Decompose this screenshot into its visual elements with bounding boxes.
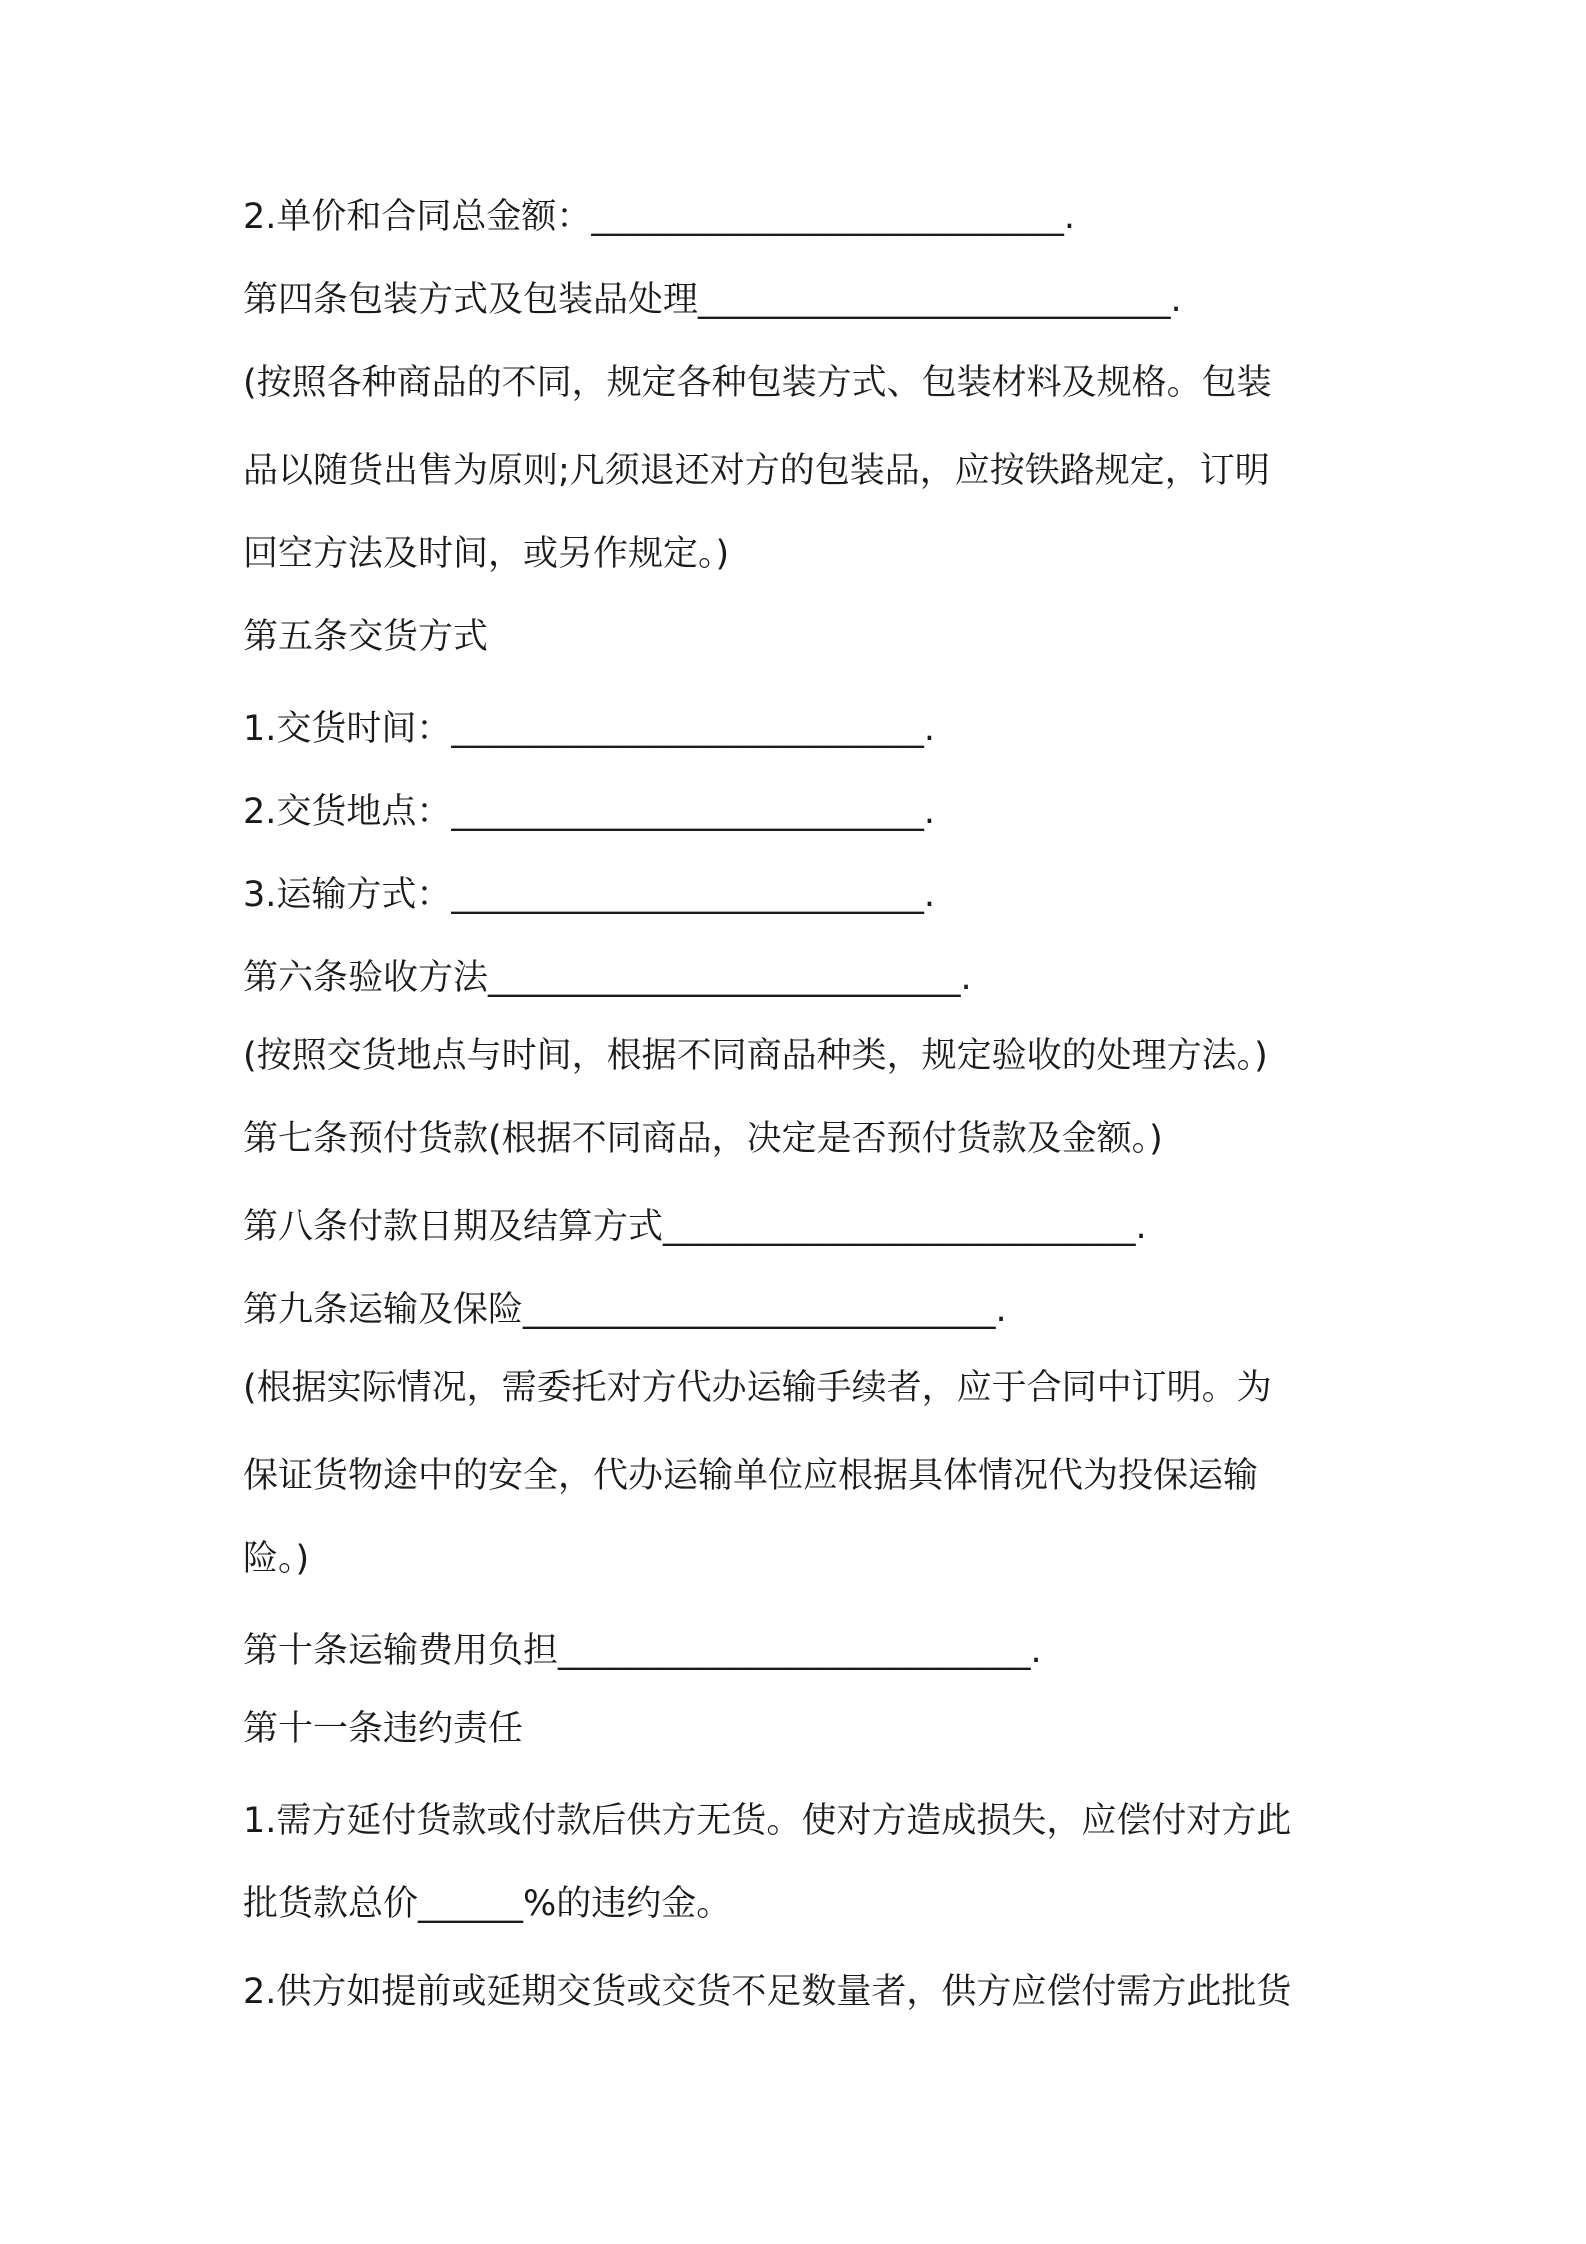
clause-line-article-9-note-2: 保证货物途中的安全，代办运输单位应根据具体情况代为投保运输 xyxy=(243,1456,1259,1496)
clause-line-breach-1: 1.需方延付货款或付款后供方无货。使对方造成损失，应偿付对方此 xyxy=(243,1801,1292,1841)
document-body xyxy=(243,195,1363,2015)
clause-line-article-5: 第五条交货方式 xyxy=(243,617,489,657)
clause-line-breach-2: 2.供方如提前或延期交货或交货不足数量者，供方应偿付需方此批货 xyxy=(243,1972,1292,2012)
clause-line-article-6-note: (按照交货地点与时间，根据不同商品种类，规定验收的处理方法。) xyxy=(243,1036,1268,1076)
clause-line-article-9-note-3: 险。) xyxy=(243,1539,310,1579)
clause-line-article-4: 第四条包装方式及包装品处理___________________________. xyxy=(243,280,1182,320)
clause-line-delivery-place: 2.交货地点：___________________________. xyxy=(243,792,936,832)
clause-line-article-11: 第十一条违约责任 xyxy=(243,1709,524,1749)
clause-line-article-9-note-1: (根据实际情况，需委托对方代办运输手续者，应于合同中订明。为 xyxy=(243,1368,1272,1408)
clause-line-article-9: 第九条运输及保险___________________________. xyxy=(243,1290,1007,1330)
clause-line-article-4-note-2: 品以随货出售为原则;凡须退还对方的包装品，应按铁路规定，订明 xyxy=(243,451,1270,491)
clause-line-article-7: 第七条预付货款(根据不同商品，决定是否预付货款及金额。) xyxy=(243,1119,1163,1159)
clause-line-delivery-time: 1.交货时间：___________________________. xyxy=(243,709,936,749)
clause-line-article-10: 第十条运输费用负担___________________________. xyxy=(243,1631,1042,1671)
clause-line-article-4-note-3: 回空方法及时间，或另作规定。) xyxy=(243,534,730,574)
clause-line-unit-price: 2.单价和合同总金额：___________________________. xyxy=(243,197,1076,237)
clause-line-article-4-note-1: (按照各种商品的不同，规定各种包装方式、包装材料及规格。包装 xyxy=(243,363,1272,403)
clause-line-article-8: 第八条付款日期及结算方式___________________________. xyxy=(243,1207,1147,1247)
clause-line-article-6: 第六条验收方法___________________________. xyxy=(243,958,972,998)
clause-line-transport-mode: 3.运输方式：___________________________. xyxy=(243,875,936,915)
clause-line-breach-1-cont: 批货款总价______%的违约金。 xyxy=(243,1884,732,1924)
